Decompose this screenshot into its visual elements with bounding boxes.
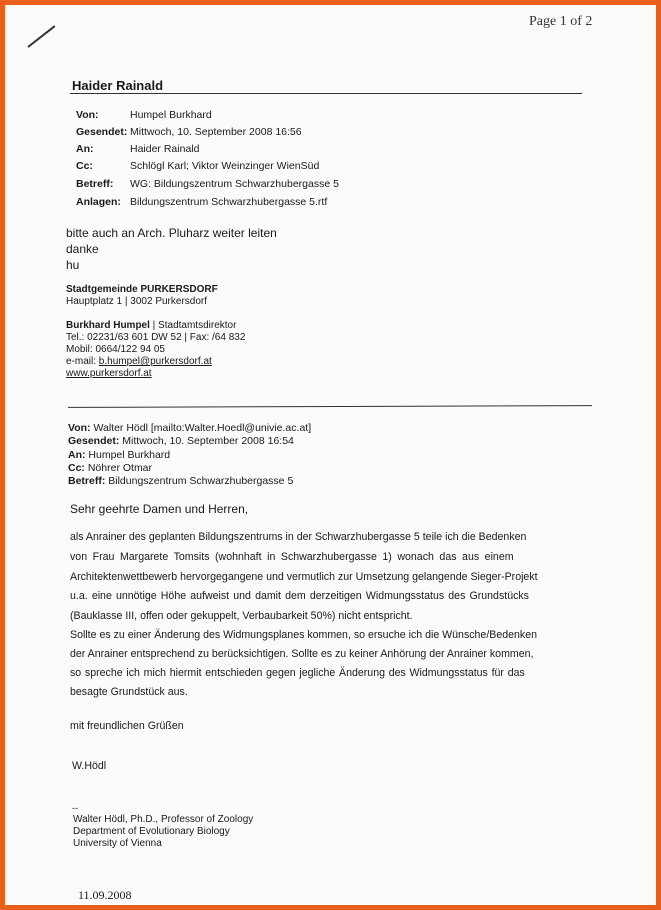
- body-line: u.a. eine unnötige Höhe aufweist und damit dem derzeitigen Widmungsstatus des Grundstücks: [70, 590, 529, 602]
- sig-line: Department of Evolutionary Biology: [73, 826, 230, 837]
- salutation: Sehr geehrte Damen und Herren,: [70, 502, 249, 516]
- email1-field-subject: Betreff: WG: Bildungszentrum Schwarzhubergasse 5: [76, 178, 339, 190]
- email2-field-cc: Cc: Nöhrer Otmar: [68, 462, 153, 474]
- sig-line: University of Vienna: [73, 838, 162, 849]
- closing: mit freundlichen Grüßen: [70, 720, 184, 732]
- contact-phone: Tel.: 02231/63 601 DW 52 | Fax: /64 832: [66, 332, 246, 343]
- body-line: als Anrainer des geplanten Bildungszentrums in der Schwarzhubergasse 5 teile ich die Bedenken: [70, 531, 527, 543]
- email1-body-line: danke: [66, 242, 99, 256]
- sig-line: Walter Hödl, Ph.D., Professor of Zoology: [73, 814, 254, 825]
- email2-field-sent: Gesendet: Mittwoch, 10. September 2008 16:54: [68, 435, 294, 447]
- body-line: Sollte es zu einer Änderung des Widmungsplanes kommen, so ersuche ich die Wünsche/Bedenken: [70, 629, 537, 641]
- contact-email: e-mail: b.humpel@purkersdorf.at: [66, 356, 212, 367]
- body-line: besagte Grundstück aus.: [70, 686, 188, 698]
- email2-field-subject: Betreff: Bildungszentrum Schwarzhubergasse 5: [68, 475, 294, 487]
- body-line: Architektenwettbewerb hervorgegangene und vermutlich zur Umsetzung gelangende Sieger-Projekt: [70, 571, 538, 583]
- email2-field-from: Von: Walter Hödl [mailto:Walter.Hoedl@univie.ac.at]: [68, 422, 312, 434]
- website-link[interactable]: www.purkersdorf.at: [66, 368, 152, 379]
- signature: W.Hödl: [72, 760, 107, 772]
- signature-separator: --: [72, 803, 78, 813]
- sender-line: Burkhard Humpel | Stadtamtsdirektor: [66, 320, 237, 331]
- page-number: Page 1 of 2: [529, 14, 593, 29]
- body-line: der Anrainer entsprechend zu berücksichtigen. Sollte es zu keiner Anhörung der Anrainer kommen,: [70, 648, 534, 660]
- footer-date: 11.09.2008: [78, 888, 132, 902]
- email1-field-attachments: Anlagen: Bildungszentrum Schwarzhubergasse 5.rtf: [76, 196, 328, 208]
- body-line: (Bauklasse III, offen oder gekuppelt, Verbaubarkeit 50%) nicht entspricht.: [70, 610, 413, 622]
- title-divider: [70, 93, 582, 94]
- email2-field-to: An: Humpel Burkhard: [68, 449, 171, 461]
- document-title: Haider Rainald: [72, 78, 164, 93]
- org-name: Stadtgemeinde PURKERSDORF: [66, 284, 218, 295]
- email1-field-sent: Gesendet: Mittwoch, 10. September 2008 16:56: [76, 126, 302, 138]
- email-link[interactable]: b.humpel@purkersdorf.at: [98, 356, 212, 367]
- email1-body-line: bitte auch an Arch. Pluharz weiter leiten: [66, 226, 277, 240]
- email1-field-cc: Cc: Schlögl Karl; Viktor Weinzinger WienSüd: [76, 160, 320, 172]
- email1-body-line: hu: [66, 258, 80, 272]
- org-address: Hauptplatz 1 | 3002 Purkersdorf: [66, 296, 208, 307]
- contact-mobile: Mobil: 0664/122 94 05: [66, 344, 165, 355]
- body-line: von Frau Margarete Tomsits (wohnhaft in Schwarzhubergasse 1) wonach das aus einem: [70, 551, 514, 563]
- email1-field-to: An: Haider Rainald: [76, 143, 200, 155]
- email1-field-from: Von: Humpel Burkhard: [76, 109, 212, 121]
- body-line: so spreche ich mich hiermit entschieden gegen jegliche Änderung des Widmungsstatus für das: [70, 667, 525, 679]
